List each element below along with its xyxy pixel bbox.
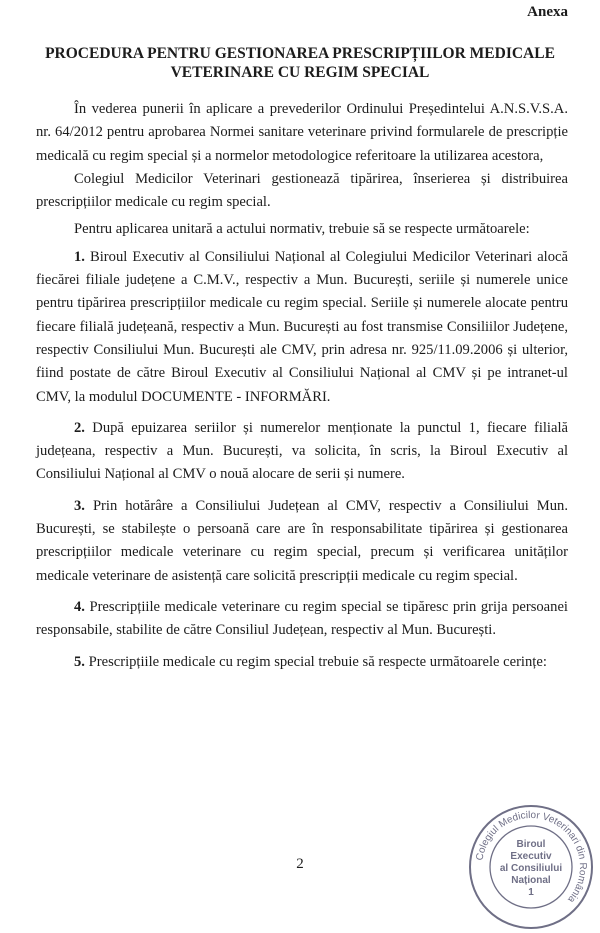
intro-paragraph: În vederea punerii în aplicare a prevederilor Ordinului Președintelui A.N.S.V.S.A. nr. 64/2012 pentru aprobarea Normei sanitare veterinare privind formularele de prescripție medicală cu regim special și a normelor metodologice referitoare la utilizarea acestora,: [36, 101, 568, 164]
item-number: 1.: [74, 248, 85, 265]
list-item: [36, 596, 568, 643]
item-text: Biroul Executiv al Consiliului Național al Colegiului Medicilor Veterinari alocă fiecărei filiale județene a C.M.V., respectiv a Mun. București, seriile și numerele unice pentru tipărirea prescripțiilor medicale cu regim special. Seriile și numerele alocate pentru fiecare filială județeană, respectiv a Mun. București au fost transmise Consiliilor Județene, respectiv Consiliului Mun. București ale CMV, prin adresa nr. 925/11.09.2006 și ulterior, fiind postate de către Biroul Executiv al Consiliului Național al CMV și pe intranet-ul CMV, la modulul DOCUMENTE - INFORMĂRI.: [36, 248, 568, 405]
document-body: [36, 98, 568, 674]
item-number: 4.: [74, 598, 85, 615]
stamp-center-line: al Consiliului: [499, 863, 563, 874]
stamp-center-line: Național: [511, 875, 551, 886]
title-line-2: VETERINARE CU REGIM SPECIAL: [170, 64, 430, 81]
stamp-center-line: Biroul: [516, 839, 546, 850]
list-item: [36, 651, 568, 674]
document-title: [20, 44, 580, 82]
stamp-ring-text: Colegiul Medicilor Veterinari din România: [474, 809, 589, 905]
item-number: 5.: [74, 653, 85, 670]
college-paragraph: Colegiul Medicilor Veterinari gestionează tipărirea, înserierea și distribuirea prescripțiilor medicale cu regim special.: [36, 170, 568, 211]
list-item: [36, 417, 568, 487]
item-number: 2.: [74, 419, 85, 436]
stamp-center-line: Executiv: [510, 851, 552, 862]
page-number: 2: [296, 856, 304, 872]
title-line-1: PROCEDURA PENTRU GESTIONAREA PRESCRIPȚIILOR MEDICALE: [45, 45, 555, 62]
list-item: [36, 495, 568, 588]
list-item: [36, 246, 568, 409]
official-stamp: [467, 803, 595, 931]
annex-label: Anexa: [527, 4, 568, 20]
item-number: 3.: [74, 497, 85, 514]
unitary-paragraph: Pentru aplicarea unitară a actului normativ, trebuie să se respecte următoarele:: [74, 221, 530, 238]
stamp-center-line: 1: [528, 887, 534, 898]
item-text: Prescripțiile medicale veterinare cu regim special se tipăresc prin grija persoanei responsabile, stabilite de către Consiliul Județean, respectiv al Mun. București.: [36, 598, 568, 639]
item-text: Prin hotărâre a Consiliului Județean al CMV, respectiv a Consiliului Mun. București, se stabilește o persoană care are în responsabilitate tipărirea și gestionarea prescripțiilor medicale veterinare cu regim special, precum și verificarea unităților medicale veterinare de asistență care solicită prescripții medicale cu regim special.: [36, 497, 569, 584]
item-text: După epuizarea seriilor și numerelor menționate la punctul 1, fiecare filială județeana, respectiv a Mun. București, va solicita, în scris, la Biroul Executiv al Consiliului Național al CMV o nouă alocare de serii și numere.: [36, 419, 568, 483]
item-text: Prescripțiile medicale cu regim special trebuie să respecte următoarele cerințe:: [88, 653, 547, 670]
